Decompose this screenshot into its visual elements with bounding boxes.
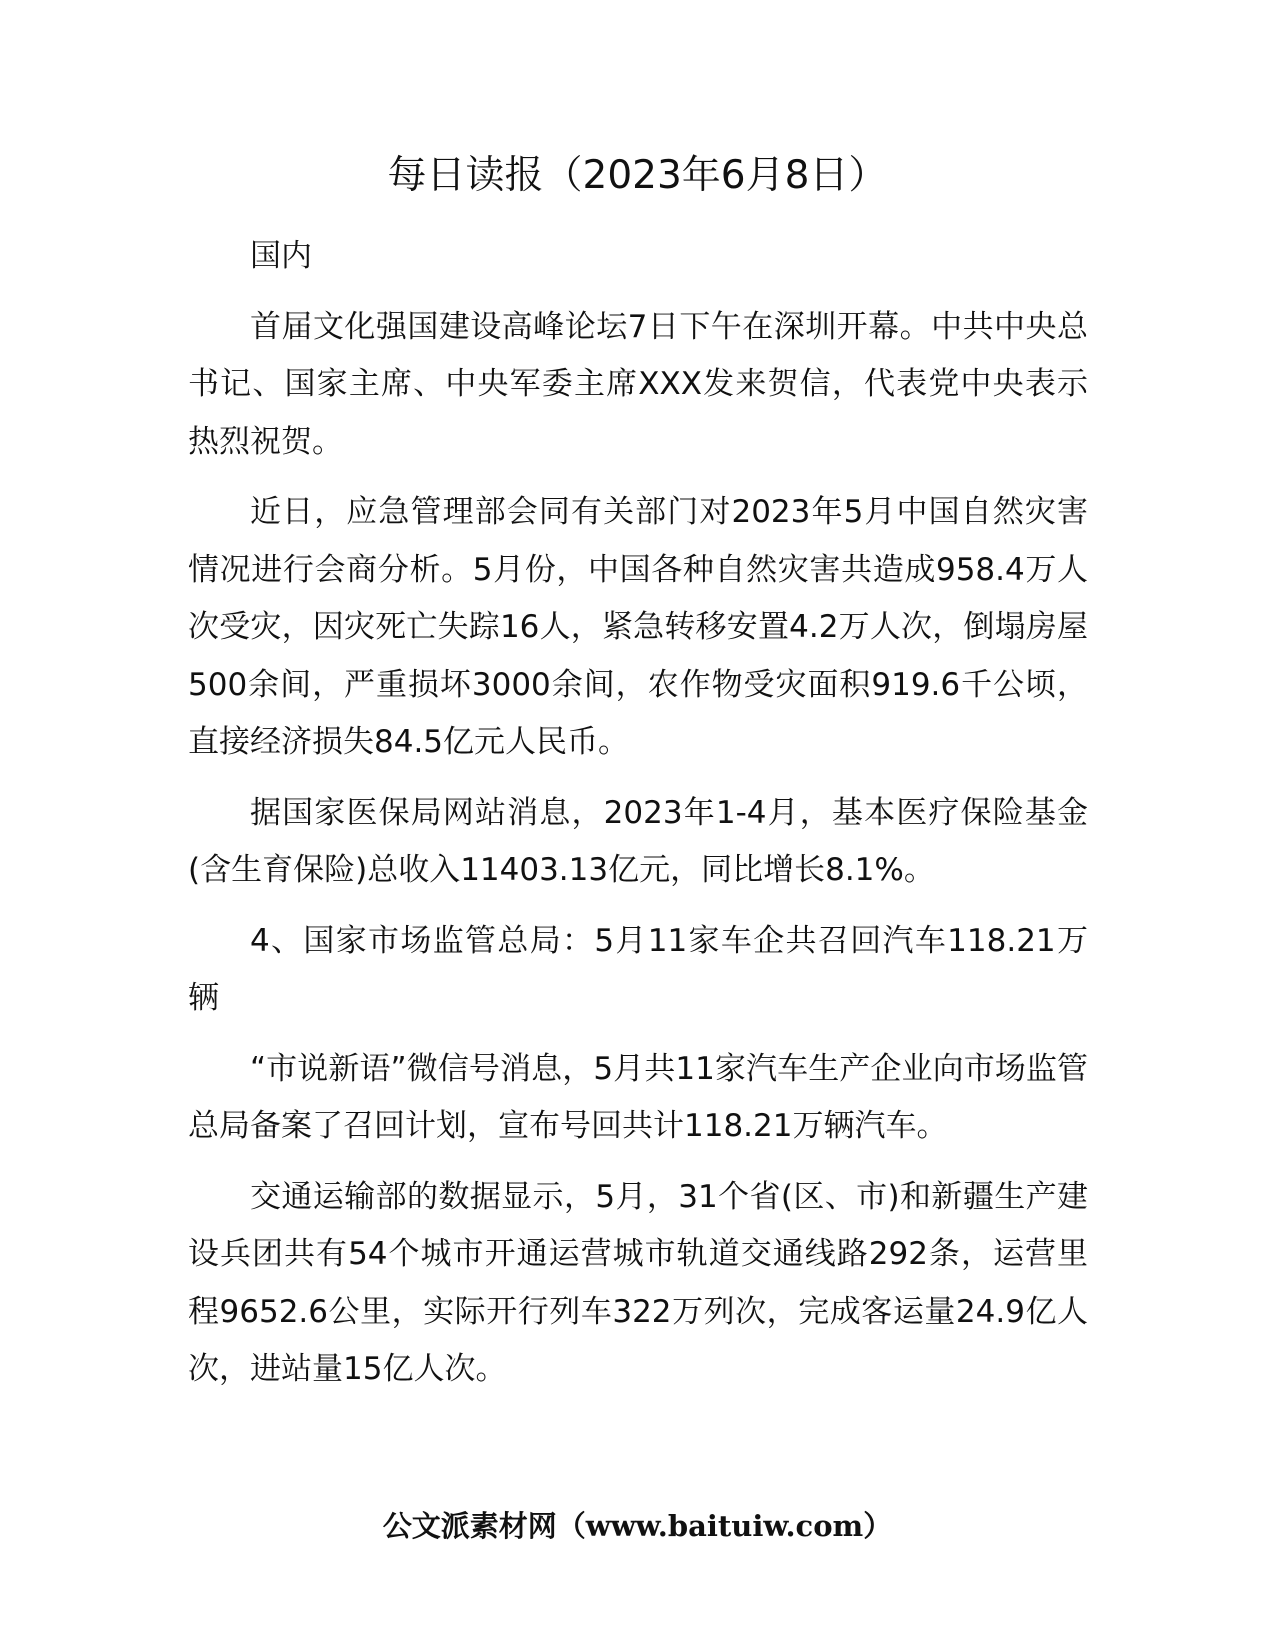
paragraph-natural-disasters: 近日，应急管理部会同有关部门对2023年5月中国自然灾害情况进行会商分析。5月份，中国各种自然灾害共造成958.4万人次受灾，因灾死亡失踪16人，紧急转移安置4.2万人次，倒塌房屋500余间，严重损坏3000余间，农作物受灾面积919.6千公顷，直接经济损失84.5亿元人民币。	[188, 494, 1088, 760]
document-body	[188, 228, 1088, 1412]
paragraph-recall-headline: 4、国家市场监管总局：5月11家车企共召回汽车118.21万辆	[188, 922, 1088, 1016]
section-heading-domestic: 国内	[250, 238, 312, 274]
footer-source: 公文派素材网（www.baituiw.com）	[382, 1509, 893, 1543]
paragraph-culture-forum: 首届文化强国建设高峰论坛7日下午在深圳开幕。中共中央总书记、国家主席、中央军委主席XXX发来贺信，代表党中央表示热烈祝贺。	[188, 308, 1088, 460]
document-title: 每日读报（2023年6月8日）	[387, 153, 888, 198]
paragraph-recall-detail: “市说新语”微信号消息，5月共11家汽车生产企业向市场监管总局备案了召回计划，宣布号回共计118.21万辆汽车。	[188, 1050, 1088, 1144]
paragraph-medical-insurance: 据国家医保局网站消息，2023年1-4月，基本医疗保险基金(含生育保险)总收入11403.13亿元，同比增长8.1%。	[188, 794, 1088, 888]
paragraph-rail-transit: 交通运输部的数据显示，5月，31个省(区、市)和新疆生产建设兵团共有54个城市开通运营城市轨道交通线路292条，运营里程9652.6公里，实际开行列车322万列次，完成客运量24.9亿人次，进站量15亿人次。	[188, 1178, 1088, 1387]
